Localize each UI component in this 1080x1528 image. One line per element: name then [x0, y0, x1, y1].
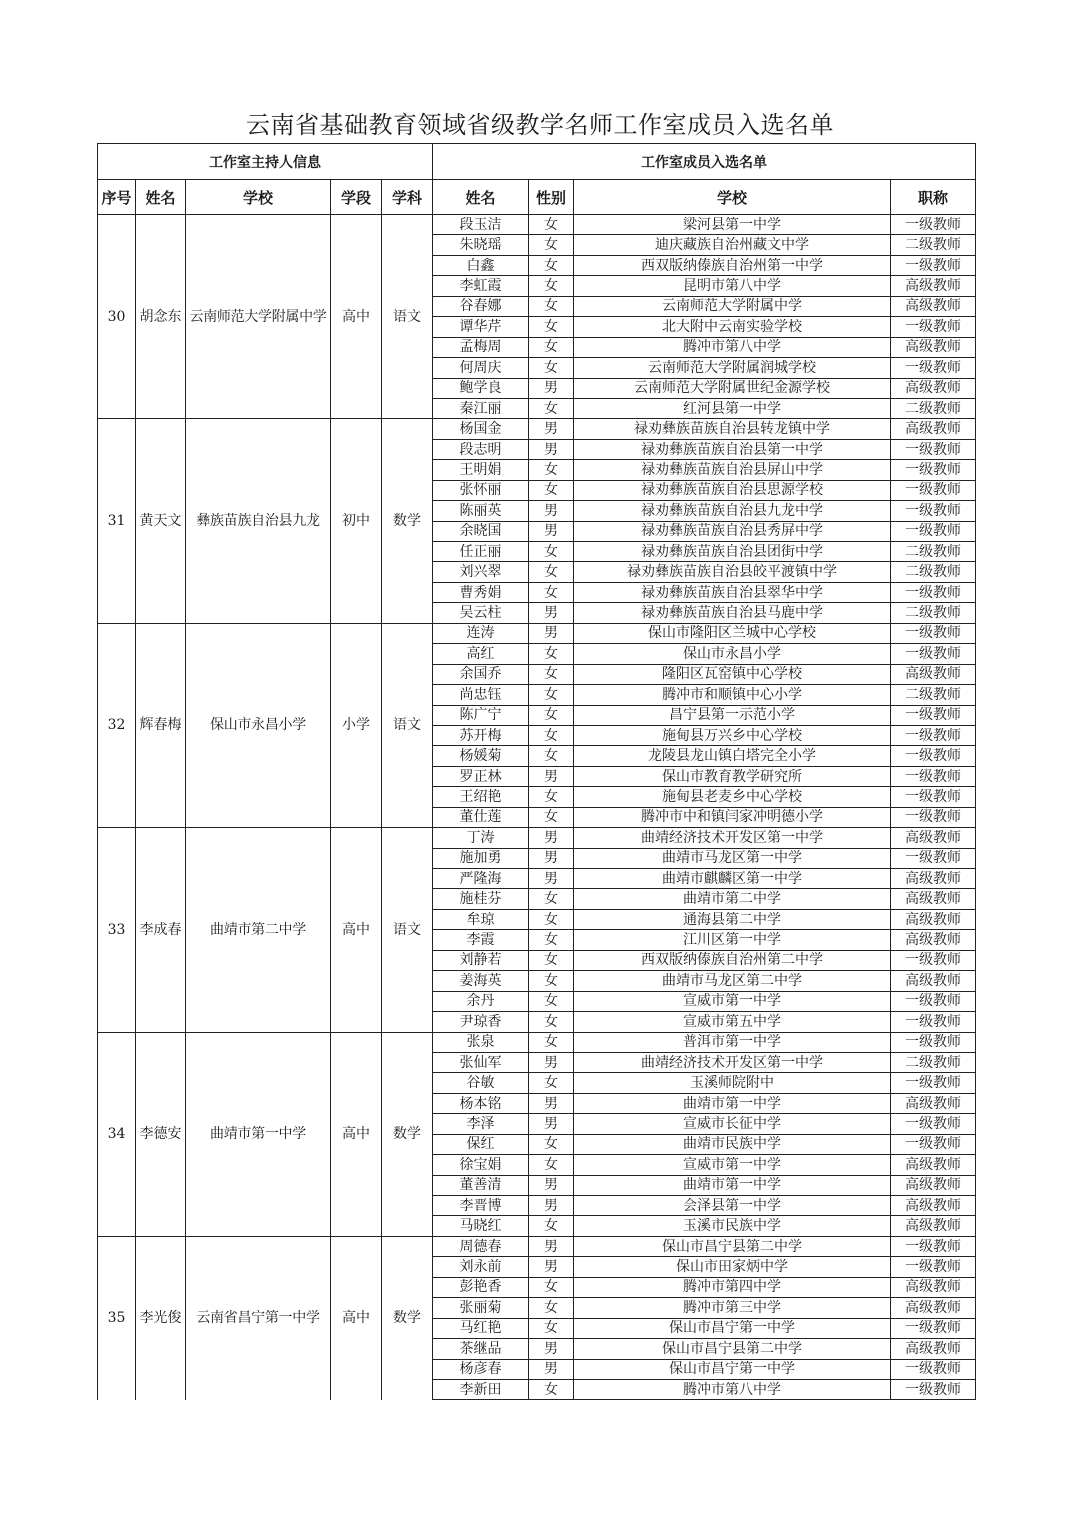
member-school: 迪庆藏族自治州藏文中学 — [574, 235, 891, 255]
member-school: 玉溪师院附中 — [574, 1073, 891, 1093]
member-title: 二级教师 — [891, 1052, 976, 1072]
member-title: 一级教师 — [891, 1012, 976, 1032]
member-title: 一级教师 — [891, 644, 976, 664]
member-gender: 男 — [529, 378, 574, 398]
member-gender: 男 — [529, 419, 574, 439]
member-gender: 女 — [529, 644, 574, 664]
member-title: 一级教师 — [891, 215, 976, 235]
member-gender: 女 — [529, 296, 574, 316]
member-gender: 男 — [529, 521, 574, 541]
member-title: 二级教师 — [891, 562, 976, 582]
member-school: 北大附中云南实验学校 — [574, 317, 891, 337]
member-name: 陈广宁 — [433, 705, 529, 725]
member-gender: 女 — [529, 1216, 574, 1236]
school-stage: 高中 — [331, 1032, 382, 1236]
member-name: 高红 — [433, 644, 529, 664]
member-school: 曲靖市第二中学 — [574, 889, 891, 909]
member-school: 保山市永昌小学 — [574, 644, 891, 664]
member-school: 禄劝彝族苗族自治县思源学校 — [574, 480, 891, 500]
member-name: 谷敏 — [433, 1073, 529, 1093]
member-school: 宣威市长征中学 — [574, 1114, 891, 1134]
member-school: 保山市昌宁第一中学 — [574, 1359, 891, 1379]
member-school: 禄劝彝族苗族自治县屏山中学 — [574, 460, 891, 480]
member-name: 彭艳香 — [433, 1277, 529, 1297]
member-gender: 女 — [529, 235, 574, 255]
member-school: 腾冲市第八中学 — [574, 337, 891, 357]
member-title: 一级教师 — [891, 1114, 976, 1134]
member-name: 李霞 — [433, 930, 529, 950]
member-name: 董仕莲 — [433, 807, 529, 827]
member-school: 保山市田家炳中学 — [574, 1257, 891, 1277]
member-gender: 男 — [529, 1093, 574, 1113]
group-number: 31 — [98, 419, 136, 623]
member-title: 一级教师 — [891, 725, 976, 745]
member-gender: 男 — [529, 869, 574, 889]
member-title: 高级教师 — [891, 869, 976, 889]
member-school: 曲靖经济技术开发区第一中学 — [574, 1052, 891, 1072]
host-name: 黄天文 — [136, 419, 186, 623]
school-stage: 初中 — [331, 419, 382, 623]
member-name: 严隆海 — [433, 869, 529, 889]
host-school: 彝族苗族自治县九龙 — [186, 419, 331, 623]
member-gender: 女 — [529, 889, 574, 909]
member-name: 鲍学良 — [433, 378, 529, 398]
member-name: 苏开梅 — [433, 725, 529, 745]
member-name: 李虹霞 — [433, 276, 529, 296]
member-title: 一级教师 — [891, 439, 976, 459]
member-title: 高级教师 — [891, 296, 976, 316]
member-gender: 女 — [529, 685, 574, 705]
member-title: 高级教师 — [891, 828, 976, 848]
school-stage: 高中 — [331, 215, 382, 419]
member-name: 李晋博 — [433, 1196, 529, 1216]
member-gender: 女 — [529, 1012, 574, 1032]
member-gender: 女 — [529, 971, 574, 991]
member-gender: 女 — [529, 562, 574, 582]
school-stage: 高中 — [331, 1236, 382, 1400]
member-name: 陈丽英 — [433, 501, 529, 521]
member-name: 杨媛菊 — [433, 746, 529, 766]
host-school: 保山市永昌小学 — [186, 623, 331, 827]
member-name: 刘永前 — [433, 1257, 529, 1277]
member-name: 余国乔 — [433, 664, 529, 684]
member-school: 通海县第二中学 — [574, 909, 891, 929]
member-name: 朱晓瑶 — [433, 235, 529, 255]
member-title: 一级教师 — [891, 1379, 976, 1399]
host-name: 李光俊 — [136, 1236, 186, 1400]
table-row — [98, 1032, 976, 1052]
member-school: 曲靖市民族中学 — [574, 1134, 891, 1154]
member-school: 禄劝彝族苗族自治县皎平渡镇中学 — [574, 562, 891, 582]
member-school: 腾冲市第三中学 — [574, 1298, 891, 1318]
member-school: 禄劝彝族苗族自治县团街中学 — [574, 542, 891, 562]
member-gender: 男 — [529, 1257, 574, 1277]
member-gender: 女 — [529, 787, 574, 807]
host-school: 云南师范大学附属中学 — [186, 215, 331, 419]
member-title: 高级教师 — [891, 1277, 976, 1297]
member-title: 一级教师 — [891, 766, 976, 786]
member-name: 施加勇 — [433, 848, 529, 868]
member-gender: 男 — [529, 439, 574, 459]
member-title: 一级教师 — [891, 582, 976, 602]
member-name: 尹琼香 — [433, 1012, 529, 1032]
member-gender: 女 — [529, 276, 574, 296]
host-name: 李成春 — [136, 828, 186, 1032]
host-name: 李德安 — [136, 1032, 186, 1236]
roster-body — [98, 215, 976, 1400]
member-school: 曲靖市第一中学 — [574, 1175, 891, 1195]
member-title: 一级教师 — [891, 848, 976, 868]
member-gender: 女 — [529, 807, 574, 827]
school-stage: 高中 — [331, 828, 382, 1032]
roster-table — [97, 143, 976, 1400]
member-name: 白鑫 — [433, 255, 529, 275]
member-title: 高级教师 — [891, 378, 976, 398]
member-title: 高级教师 — [891, 1339, 976, 1359]
host-info-header: 工作室主持人信息 — [98, 144, 433, 180]
member-gender: 男 — [529, 1339, 574, 1359]
member-gender: 男 — [529, 828, 574, 848]
member-title: 高级教师 — [891, 1175, 976, 1195]
member-title: 高级教师 — [891, 1196, 976, 1216]
member-name: 曹秀娟 — [433, 582, 529, 602]
member-gender: 女 — [529, 398, 574, 418]
member-title: 高级教师 — [891, 337, 976, 357]
member-school: 腾冲市和顺镇中心小学 — [574, 685, 891, 705]
member-school: 禄劝彝族苗族自治县第一中学 — [574, 439, 891, 459]
member-gender: 男 — [529, 1359, 574, 1379]
member-gender: 女 — [529, 1155, 574, 1175]
member-school: 施甸县老麦乡中心学校 — [574, 787, 891, 807]
member-gender: 女 — [529, 991, 574, 1011]
member-school: 云南师范大学附属中学 — [574, 296, 891, 316]
col-header-member-name: 姓名 — [433, 180, 529, 215]
member-name: 刘静若 — [433, 950, 529, 970]
member-school: 保山市昌宁第一中学 — [574, 1318, 891, 1338]
member-school: 禄劝彝族苗族自治县转龙镇中学 — [574, 419, 891, 439]
subject: 数学 — [382, 1236, 433, 1400]
member-school: 云南师范大学附属润城学校 — [574, 358, 891, 378]
host-name: 胡念东 — [136, 215, 186, 419]
host-school: 曲靖市第一中学 — [186, 1032, 331, 1236]
member-school: 曲靖市麒麟区第一中学 — [574, 869, 891, 889]
member-title: 二级教师 — [891, 603, 976, 623]
member-gender: 女 — [529, 746, 574, 766]
member-name: 杨国金 — [433, 419, 529, 439]
document-title: 云南省基础教育领域省级教学名师工作室成员入选名单 — [246, 111, 834, 139]
member-school: 玉溪市民族中学 — [574, 1216, 891, 1236]
member-title: 一级教师 — [891, 991, 976, 1011]
member-title: 高级教师 — [891, 664, 976, 684]
host-school: 曲靖市第二中学 — [186, 828, 331, 1032]
col-header-subject: 学科 — [382, 180, 433, 215]
member-school: 腾冲市中和镇闫家冲明德小学 — [574, 807, 891, 827]
member-school: 腾冲市第八中学 — [574, 1379, 891, 1399]
member-school: 曲靖市马龙区第一中学 — [574, 848, 891, 868]
member-name: 孟梅周 — [433, 337, 529, 357]
member-title: 高级教师 — [891, 276, 976, 296]
member-title: 一级教师 — [891, 1257, 976, 1277]
col-header-host-school: 学校 — [186, 180, 331, 215]
member-school: 云南师范大学附属世纪金源学校 — [574, 378, 891, 398]
member-title: 一级教师 — [891, 480, 976, 500]
member-title: 一级教师 — [891, 521, 976, 541]
member-school: 保山市昌宁县第二中学 — [574, 1236, 891, 1256]
member-school: 江川区第一中学 — [574, 930, 891, 950]
member-title: 高级教师 — [891, 1093, 976, 1113]
group-number: 30 — [98, 215, 136, 419]
table-row — [98, 828, 976, 848]
col-header-stage: 学段 — [331, 180, 382, 215]
member-gender: 女 — [529, 1277, 574, 1297]
member-title: 一级教师 — [891, 623, 976, 643]
member-school: 西双版纳傣族自治州第二中学 — [574, 950, 891, 970]
member-name: 保红 — [433, 1134, 529, 1154]
member-title: 二级教师 — [891, 685, 976, 705]
member-gender: 女 — [529, 215, 574, 235]
member-title: 一级教师 — [891, 1134, 976, 1154]
member-gender: 女 — [529, 317, 574, 337]
member-title: 一级教师 — [891, 358, 976, 378]
member-school: 宣威市第一中学 — [574, 1155, 891, 1175]
member-name: 任正丽 — [433, 542, 529, 562]
member-name: 段玉洁 — [433, 215, 529, 235]
member-title: 一级教师 — [891, 501, 976, 521]
member-title: 一级教师 — [891, 317, 976, 337]
member-name: 杨本铭 — [433, 1093, 529, 1113]
member-name: 张怀丽 — [433, 480, 529, 500]
member-title: 一级教师 — [891, 460, 976, 480]
member-gender: 女 — [529, 1298, 574, 1318]
member-name: 王明娟 — [433, 460, 529, 480]
col-header-title: 职称 — [891, 180, 976, 215]
member-school: 红河县第一中学 — [574, 398, 891, 418]
member-title: 一级教师 — [891, 1032, 976, 1052]
member-name: 周德春 — [433, 1236, 529, 1256]
member-name: 吴云柱 — [433, 603, 529, 623]
member-gender: 女 — [529, 337, 574, 357]
member-gender: 女 — [529, 1134, 574, 1154]
member-school: 宣威市第五中学 — [574, 1012, 891, 1032]
member-name: 张丽菊 — [433, 1298, 529, 1318]
member-school: 保山市昌宁县第二中学 — [574, 1339, 891, 1359]
member-school: 龙陵县龙山镇白塔完全小学 — [574, 746, 891, 766]
member-gender: 男 — [529, 1175, 574, 1195]
member-name: 谷春娜 — [433, 296, 529, 316]
member-school: 禄劝彝族苗族自治县九龙中学 — [574, 501, 891, 521]
member-gender: 女 — [529, 358, 574, 378]
member-name: 张泉 — [433, 1032, 529, 1052]
member-name: 秦江丽 — [433, 398, 529, 418]
school-stage: 小学 — [331, 623, 382, 827]
subject: 语文 — [382, 828, 433, 1032]
member-school: 施甸县万兴乡中心学校 — [574, 725, 891, 745]
group-number: 34 — [98, 1032, 136, 1236]
member-title: 高级教师 — [891, 971, 976, 991]
member-school: 梁河县第一中学 — [574, 215, 891, 235]
member-school: 禄劝彝族苗族自治县马鹿中学 — [574, 603, 891, 623]
member-gender: 女 — [529, 460, 574, 480]
member-name: 尚忠钰 — [433, 685, 529, 705]
member-gender: 男 — [529, 766, 574, 786]
member-gender: 男 — [529, 848, 574, 868]
member-name: 丁涛 — [433, 828, 529, 848]
member-school: 西双版纳傣族自治州第一中学 — [574, 255, 891, 275]
table-row — [98, 1236, 976, 1256]
member-school: 曲靖市马龙区第二中学 — [574, 971, 891, 991]
subject: 数学 — [382, 1032, 433, 1236]
member-title: 高级教师 — [891, 930, 976, 950]
member-school: 保山市教育教学研究所 — [574, 766, 891, 786]
member-title: 二级教师 — [891, 542, 976, 562]
member-school: 曲靖经济技术开发区第一中学 — [574, 828, 891, 848]
member-gender: 女 — [529, 950, 574, 970]
member-title: 高级教师 — [891, 1216, 976, 1236]
table-row — [98, 623, 976, 643]
member-gender: 女 — [529, 705, 574, 725]
member-gender: 女 — [529, 255, 574, 275]
host-school: 云南省昌宁第一中学 — [186, 1236, 331, 1400]
member-name: 罗正林 — [433, 766, 529, 786]
subject: 数学 — [382, 419, 433, 623]
member-name: 何周庆 — [433, 358, 529, 378]
member-name: 李泽 — [433, 1114, 529, 1134]
member-name: 马晓红 — [433, 1216, 529, 1236]
table-row — [98, 215, 976, 235]
member-school: 会泽县第一中学 — [574, 1196, 891, 1216]
member-name: 余晓国 — [433, 521, 529, 541]
member-title: 一级教师 — [891, 787, 976, 807]
table-row — [98, 419, 976, 439]
member-title: 一级教师 — [891, 1359, 976, 1379]
member-gender: 女 — [529, 1073, 574, 1093]
member-name: 张仙军 — [433, 1052, 529, 1072]
member-school: 隆阳区瓦窑镇中心学校 — [574, 664, 891, 684]
member-gender: 男 — [529, 501, 574, 521]
member-title: 高级教师 — [891, 419, 976, 439]
member-name: 王绍艳 — [433, 787, 529, 807]
member-gender: 男 — [529, 1114, 574, 1134]
member-gender: 女 — [529, 664, 574, 684]
member-title: 高级教师 — [891, 1298, 976, 1318]
col-header-member-school: 学校 — [574, 180, 891, 215]
member-title: 一级教师 — [891, 1073, 976, 1093]
member-name: 施桂芬 — [433, 889, 529, 909]
member-title: 二级教师 — [891, 398, 976, 418]
member-title: 一级教师 — [891, 705, 976, 725]
member-name: 牟琼 — [433, 909, 529, 929]
member-gender: 女 — [529, 1318, 574, 1338]
col-header-no: 序号 — [98, 180, 136, 215]
member-name: 董善清 — [433, 1175, 529, 1195]
member-title: 高级教师 — [891, 909, 976, 929]
member-gender: 女 — [529, 1379, 574, 1399]
member-title: 一级教师 — [891, 807, 976, 827]
member-school: 普洱市第一中学 — [574, 1032, 891, 1052]
member-title: 高级教师 — [891, 889, 976, 909]
member-name: 谭华芹 — [433, 317, 529, 337]
member-gender: 男 — [529, 603, 574, 623]
member-school: 昆明市第八中学 — [574, 276, 891, 296]
member-name: 刘兴翠 — [433, 562, 529, 582]
member-gender: 男 — [529, 1196, 574, 1216]
member-gender: 女 — [529, 582, 574, 602]
subject: 语文 — [382, 623, 433, 827]
member-name: 段志明 — [433, 439, 529, 459]
member-school: 曲靖市第一中学 — [574, 1093, 891, 1113]
col-header-host-name: 姓名 — [136, 180, 186, 215]
member-gender: 女 — [529, 909, 574, 929]
member-school: 禄劝彝族苗族自治县秀屏中学 — [574, 521, 891, 541]
member-title: 二级教师 — [891, 235, 976, 255]
member-name: 徐宝娟 — [433, 1155, 529, 1175]
member-gender: 男 — [529, 1052, 574, 1072]
member-title: 一级教师 — [891, 950, 976, 970]
member-school: 保山市隆阳区兰城中心学校 — [574, 623, 891, 643]
member-gender: 女 — [529, 542, 574, 562]
member-gender: 女 — [529, 725, 574, 745]
member-title: 一级教师 — [891, 1318, 976, 1338]
group-number: 32 — [98, 623, 136, 827]
member-name: 连涛 — [433, 623, 529, 643]
member-title: 一级教师 — [891, 1236, 976, 1256]
member-school: 昌宁县第一示范小学 — [574, 705, 891, 725]
member-title: 一级教师 — [891, 746, 976, 766]
host-name: 辉春梅 — [136, 623, 186, 827]
member-gender: 女 — [529, 480, 574, 500]
member-name: 姜海英 — [433, 971, 529, 991]
member-title: 一级教师 — [891, 255, 976, 275]
member-name: 余丹 — [433, 991, 529, 1011]
member-name: 茶继品 — [433, 1339, 529, 1359]
subject: 语文 — [382, 215, 433, 419]
member-gender: 男 — [529, 623, 574, 643]
member-school: 宣威市第一中学 — [574, 991, 891, 1011]
member-name: 马红艳 — [433, 1318, 529, 1338]
group-number: 33 — [98, 828, 136, 1032]
col-header-gender: 性别 — [529, 180, 574, 215]
member-name: 李新田 — [433, 1379, 529, 1399]
member-gender: 女 — [529, 930, 574, 950]
member-gender: 女 — [529, 1032, 574, 1052]
member-title: 高级教师 — [891, 1155, 976, 1175]
member-school: 禄劝彝族苗族自治县翠华中学 — [574, 582, 891, 602]
member-list-header: 工作室成员入选名单 — [433, 144, 976, 180]
member-name: 杨彦春 — [433, 1359, 529, 1379]
group-number: 35 — [98, 1236, 136, 1400]
member-school: 腾冲市第四中学 — [574, 1277, 891, 1297]
member-gender: 男 — [529, 1236, 574, 1256]
